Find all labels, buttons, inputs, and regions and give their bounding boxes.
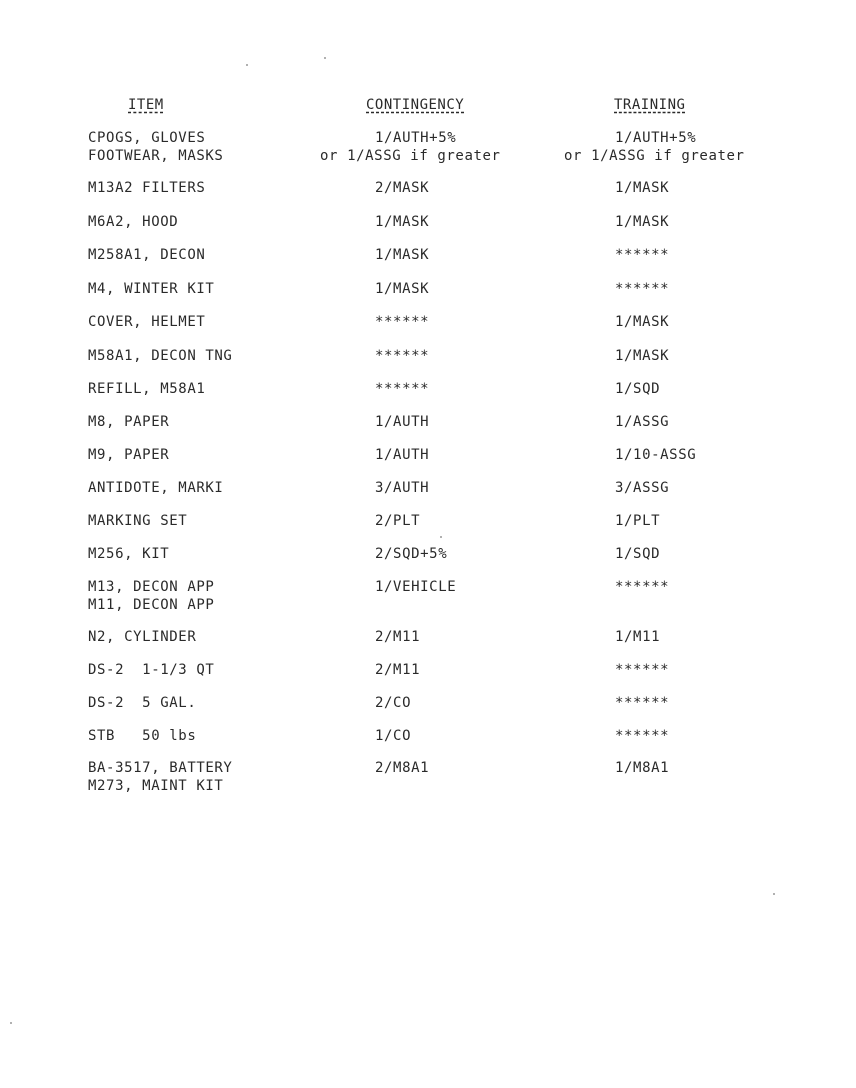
item-cell: M11, DECON APP <box>88 597 215 613</box>
training-cell: 1/PLT <box>615 513 661 529</box>
contingency-cell: or 1/ASSG if greater <box>320 148 501 164</box>
training-cell: ****** <box>615 728 670 744</box>
scan-speck <box>246 64 248 66</box>
training-cell: 1/10-ASSG <box>615 447 697 463</box>
contingency-cell: 2/M11 <box>375 662 421 678</box>
contingency-cell: 2/PLT <box>375 513 421 529</box>
item-cell: BA-3517, BATTERY <box>88 760 233 776</box>
item-cell: M13, DECON APP <box>88 579 215 595</box>
item-cell: CPOGS, GLOVES <box>88 130 206 146</box>
contingency-cell: 1/CO <box>375 728 412 744</box>
training-cell: ****** <box>615 662 670 678</box>
training-cell: 1/MASK <box>615 314 670 330</box>
contingency-cell: ****** <box>375 381 430 397</box>
contingency-cell: 1/AUTH <box>375 414 430 430</box>
training-cell: 3/ASSG <box>615 480 670 496</box>
contingency-cell: 2/M11 <box>375 629 421 645</box>
training-cell: 1/M8A1 <box>615 760 670 776</box>
contingency-cell: ****** <box>375 314 430 330</box>
contingency-cell: 2/CO <box>375 695 412 711</box>
scan-speck <box>440 536 442 538</box>
training-cell: 1/ASSG <box>615 414 670 430</box>
item-cell: DS-2 1-1/3 QT <box>88 662 215 678</box>
training-cell: or 1/ASSG if greater <box>564 148 745 164</box>
contingency-cell: 2/SQD+5% <box>375 546 448 562</box>
contingency-cell: 1/MASK <box>375 214 430 230</box>
training-cell: 1/SQD <box>615 546 661 562</box>
item-cell: M256, KIT <box>88 546 170 562</box>
item-cell: ANTIDOTE, MARKI <box>88 480 224 496</box>
item-cell: M8, PAPER <box>88 414 170 430</box>
column-header-training: TRAINING <box>614 97 686 113</box>
training-cell: 1/M11 <box>615 629 661 645</box>
scan-speck <box>324 57 326 59</box>
item-cell: M6A2, HOOD <box>88 214 179 230</box>
contingency-cell: 2/M8A1 <box>375 760 430 776</box>
column-header-contingency: CONTINGENCY <box>366 97 465 113</box>
training-cell: 1/AUTH+5% <box>615 130 697 146</box>
item-cell: DS-2 5 GAL. <box>88 695 197 711</box>
item-cell: MARKING SET <box>88 513 188 529</box>
item-cell: STB 50 lbs <box>88 728 197 744</box>
item-cell: FOOTWEAR, MASKS <box>88 148 224 164</box>
contingency-cell: 1/VEHICLE <box>375 579 457 595</box>
contingency-cell: 3/AUTH <box>375 480 430 496</box>
scan-speck <box>773 893 775 895</box>
training-cell: ****** <box>615 695 670 711</box>
item-cell: N2, CYLINDER <box>88 629 197 645</box>
contingency-cell: 1/MASK <box>375 247 430 263</box>
training-cell: 1/SQD <box>615 381 661 397</box>
item-cell: REFILL, M58A1 <box>88 381 206 397</box>
contingency-cell: 1/MASK <box>375 281 430 297</box>
contingency-cell: 1/AUTH+5% <box>375 130 457 146</box>
item-cell: M58A1, DECON TNG <box>88 348 233 364</box>
training-cell: 1/MASK <box>615 180 670 196</box>
training-cell: ****** <box>615 247 670 263</box>
scan-speck <box>10 1022 12 1024</box>
training-cell: 1/MASK <box>615 214 670 230</box>
training-cell: 1/MASK <box>615 348 670 364</box>
item-cell: M273, MAINT KIT <box>88 778 224 794</box>
item-cell: COVER, HELMET <box>88 314 206 330</box>
contingency-cell: ****** <box>375 348 430 364</box>
contingency-cell: 2/MASK <box>375 180 430 196</box>
training-cell: ****** <box>615 579 670 595</box>
item-cell: M13A2 FILTERS <box>88 180 206 196</box>
item-cell: M9, PAPER <box>88 447 170 463</box>
item-cell: M4, WINTER KIT <box>88 281 215 297</box>
contingency-cell: 1/AUTH <box>375 447 430 463</box>
column-header-item: ITEM <box>128 97 164 113</box>
item-cell: M258A1, DECON <box>88 247 206 263</box>
training-cell: ****** <box>615 281 670 297</box>
